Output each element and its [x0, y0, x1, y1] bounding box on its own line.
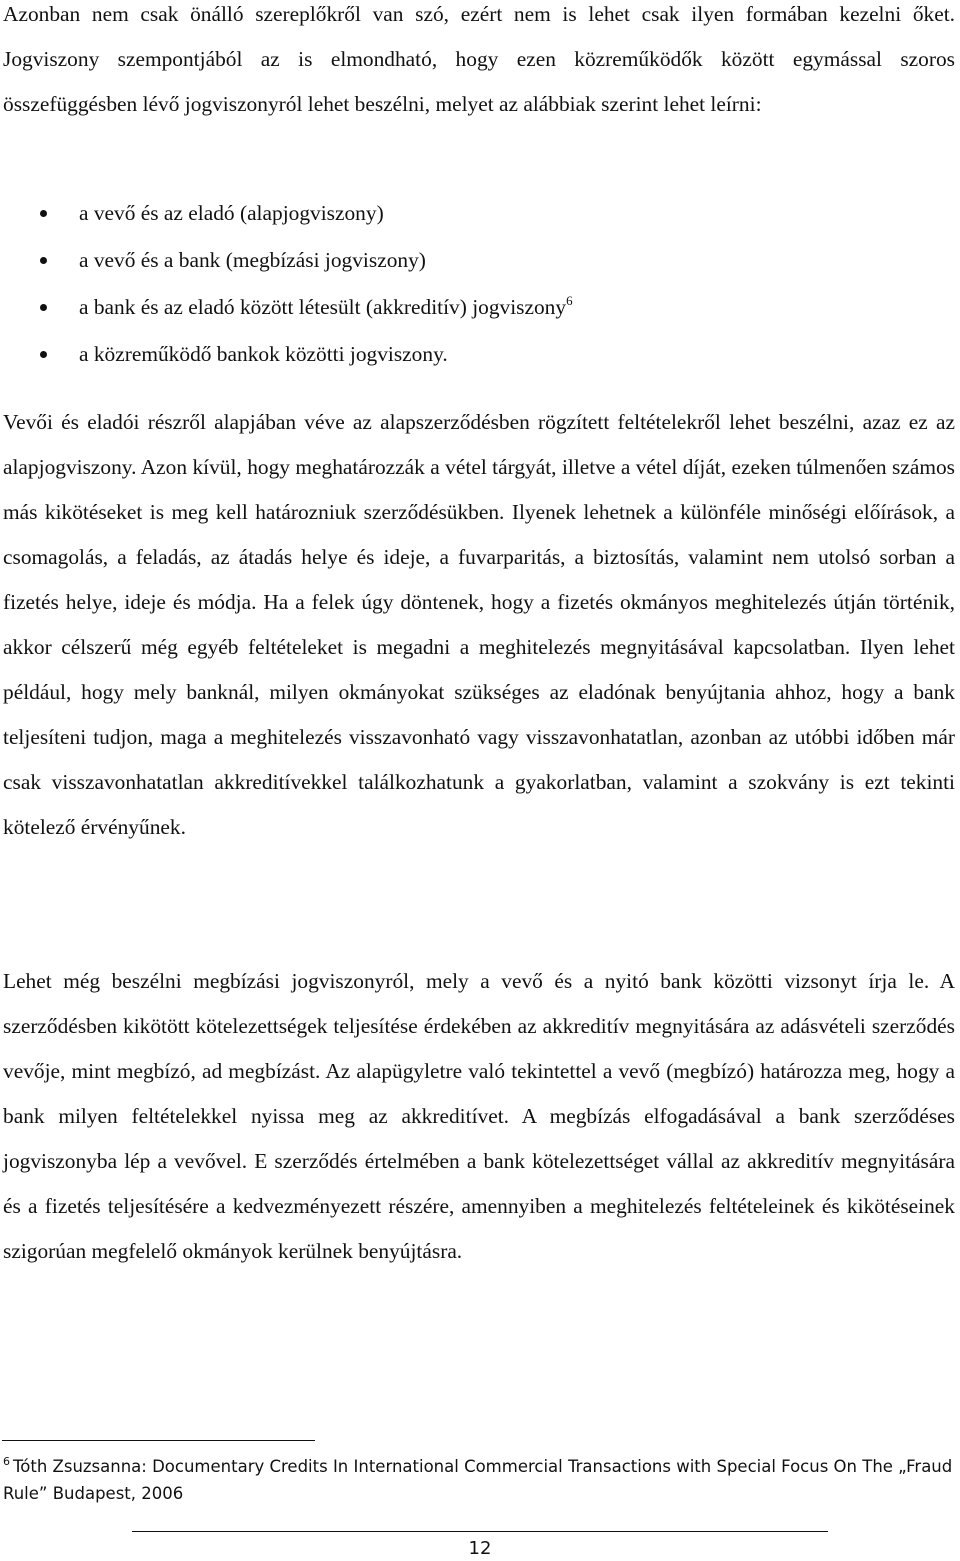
bullet-icon	[40, 304, 47, 311]
page-footer-rule	[132, 1531, 828, 1532]
footnote-reference[interactable]: 6	[566, 293, 573, 308]
paragraph-intro: Azonban nem csak önálló szereplőkről van szó, ezért nem is lehet csak ilyen formában kezelni őket. Jogviszony szempontjából az is elmondható, hogy ezen közreműködők között egymással szoros összefüggésben lévő jogviszonyról lehet beszélni, melyet az alábbiak szerint lehet leírni:	[3, 2, 955, 116]
list-item	[0, 284, 573, 331]
paragraph-second: Vevői és eladói részről alapjában véve az alapszerződésben rögzített feltételekről lehet beszélni, azaz ez az alapjogviszony. Azon kívül, hogy meghatározzák a vétel tárgyát, illetve a vétel díját, ezeken túlmenően számos más kikötéseket is meg kell határozniuk szerződésükben. Ilyenek lehetnek a különféle minőségi előírások, a csomagolás, a feladás, az átadás helye és ideje, a fuvarparitás, a biztosítás, valamint nem utolsó sorban a fizetés helye, ideje és módja. Ha a felek úgy döntenek, hogy a fizetés okmányos meghitelezés útján történik, akkor célszerű még egyéb feltételeket is megadni a meghitelezés megnyitásával kapcsolatban. Ilyen lehet például, hogy mely banknál, milyen okmányokat szükséges az eladónak benyújtania ahhoz, hogy a bank teljesíteni tudjon, maga a meghitelezés visszavonható vagy visszavonhatatlan, azonban az utóbbi időben már csak visszavonhatatlan akkreditívekkel találkozhatunk a gyakorlatban, valamint a szokvány is ezt tekinti kötelező érvényűnek.	[3, 410, 955, 839]
relationship-list	[0, 190, 573, 378]
list-item-text: a vevő és a bank (megbízási jogviszony)	[79, 248, 426, 272]
list-item-text: a vevő és az eladó (alapjogviszony)	[79, 201, 384, 225]
list-item	[0, 331, 573, 378]
list-item-text: a közreműködő bankok közötti jogviszony.	[79, 342, 448, 366]
page-number: 12	[468, 1538, 492, 1559]
footnote-text: Tóth Zsuzsanna: Documentary Credits In International Commercial Transactions with Special Focus On The „Fraud Rule” Budapest, 2006	[3, 1457, 953, 1503]
bullet-icon	[40, 257, 47, 264]
footnote-separator	[2, 1440, 315, 1441]
bullet-icon	[40, 210, 47, 217]
list-item	[0, 237, 573, 284]
paragraph-third: Lehet még beszélni megbízási jogviszonyról, mely a vevő és a nyitó bank közötti vizsonyt írja le. A szerződésben kikötött kötelezettségek teljesítése érdekében az akkreditív megnyitására az adásvételi szerződés vevője, mint megbízó, ad megbízást. Az alapügyletre való tekintettel a vevő (megbízó) határozza meg, hogy a bank milyen feltételekkel nyissa meg az akkreditívet. A megbízás elfogadásával a bank szerződéses jogviszonyba lép a vevővel. E szerződés értelmében a bank kötelezettséget vállal az akkreditív megnyitására és a fizetés teljesítésére a kedvezményezett részére, amennyiben a meghitelezés feltételeinek és kikötéseinek szigorúan megfelelő okmányok kerülnek benyújtásra.	[3, 969, 955, 1263]
footnote	[3, 1453, 955, 1507]
bullet-icon	[40, 351, 47, 358]
footnote-number: 6	[3, 1455, 10, 1468]
list-item	[0, 190, 573, 237]
list-item-text: a bank és az eladó között létesült (akkreditív) jogviszony	[79, 295, 567, 319]
